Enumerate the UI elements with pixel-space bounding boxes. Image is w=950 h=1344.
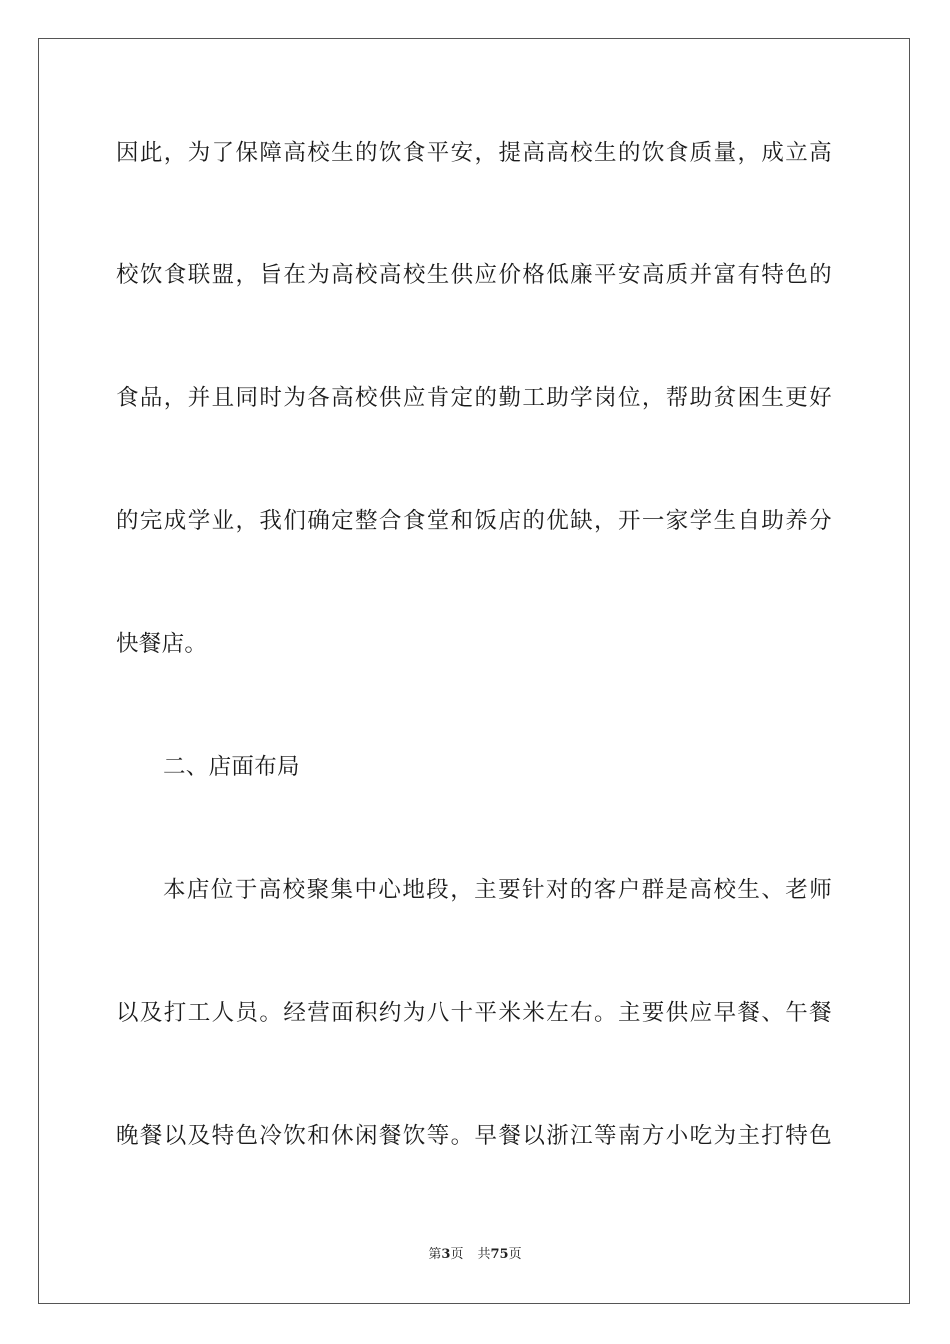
- paragraph-line: 校饮食联盟，旨在为高校高校生供应价格低廉平安高质并富有特色的: [116, 262, 832, 288]
- page-number: 3: [441, 1247, 451, 1262]
- page-frame: [38, 38, 910, 1304]
- total-suffix: 页: [508, 1247, 522, 1262]
- total-pages: 75: [490, 1247, 509, 1262]
- total-prefix: 共: [477, 1247, 491, 1262]
- paragraph-line: 晚餐以及特色冷饮和休闲餐饮等。早餐以浙江等南方小吃为主打特色: [116, 1123, 832, 1149]
- section-heading: 二、店面布局: [163, 754, 300, 780]
- paragraph-line: 快餐店。: [116, 631, 208, 657]
- page-prefix: 第: [428, 1247, 442, 1262]
- paragraph-line: 因此，为了保障高校生的饮食平安，提高高校生的饮食质量，成立高: [116, 140, 832, 166]
- paragraph-line: 的完成学业，我们确定整合食堂和饭店的优缺，开一家学生自助养分: [116, 508, 832, 534]
- paragraph-line: 以及打工人员。经营面积约为八十平米米左右。主要供应早餐、午餐: [116, 1000, 832, 1026]
- paragraph-line: 食品，并且同时为各高校供应肯定的勤工助学岗位，帮助贫困生更好: [116, 385, 832, 411]
- paragraph-line: 本店位于高校聚集中心地段，主要针对的客户群是高校生、老师: [163, 877, 832, 903]
- page-suffix: 页: [450, 1247, 464, 1262]
- page-footer: [0, 1246, 950, 1264]
